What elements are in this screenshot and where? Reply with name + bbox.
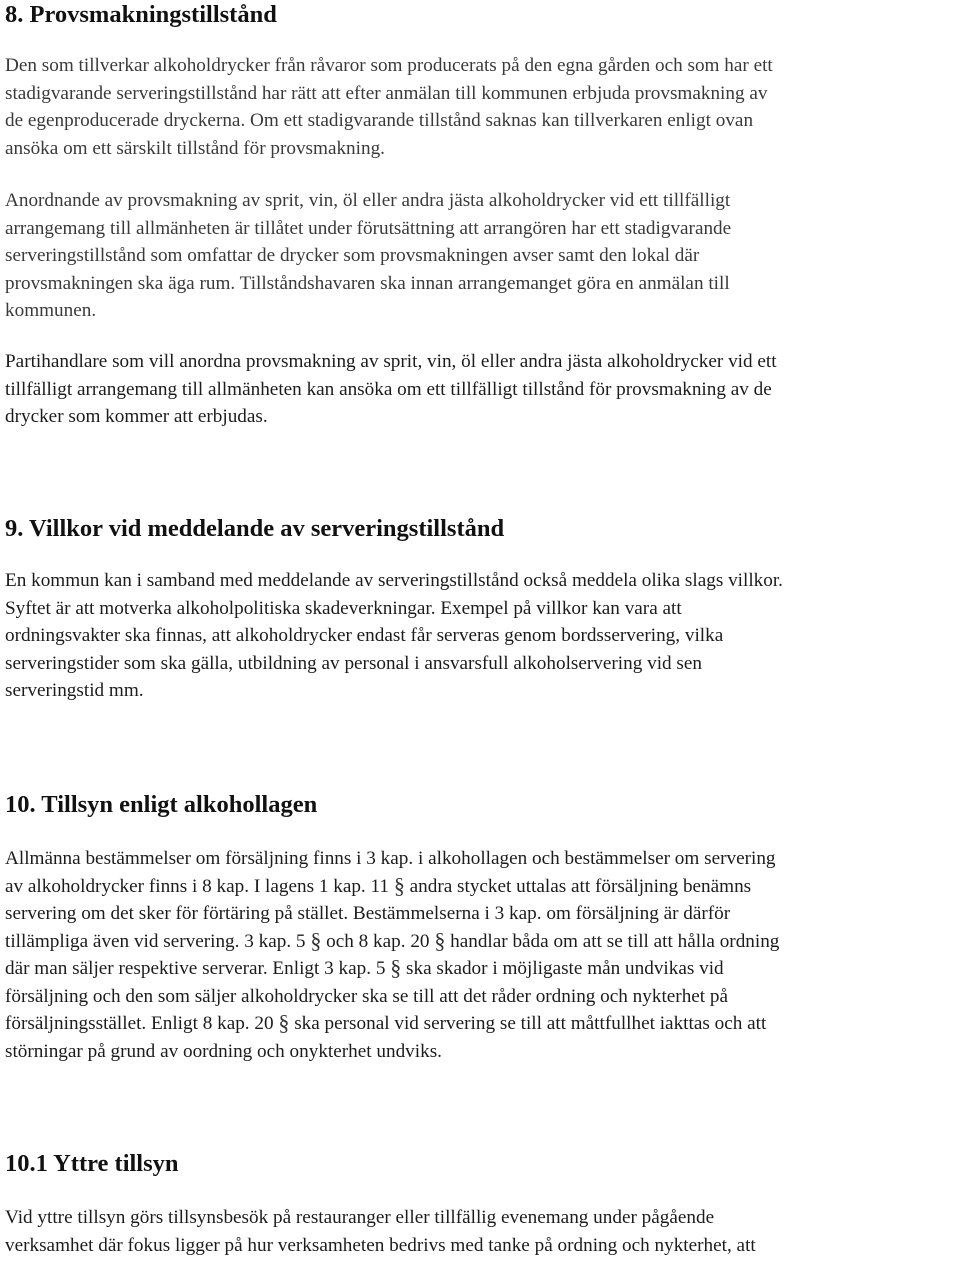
text-line: Allmänna bestämmelser om försäljning finns i 3 kap. i alkohollagen och bestämmelser om servering: [5, 848, 776, 869]
text-line: drycker som kommer att erbjudas.: [5, 406, 268, 427]
text-fragment: försäljningsstället. Enligt 8 kap. 20: [5, 1013, 274, 1034]
section-10-1: [5, 1149, 955, 1179]
section-sign: §: [390, 955, 402, 980]
text-line: serveringstillstånd som omfattar de drycker som provsmakningen avser samt den lokal där: [5, 245, 700, 266]
text-line: provsmakningen ska äga rum. Tillståndshavaren ska innan arrangemanget göra en anmälan till: [5, 272, 730, 294]
section-8: [5, 0, 955, 30]
text-line: ordningsvakter ska finnas, att alkoholdrycker endast får serveras genom bordsservering, vilka: [5, 625, 724, 646]
text-line: Syftet är att motverka alkoholpolitiska skadeverkningar. Exempel på villkor kan vara att: [5, 597, 682, 619]
section-sign: §: [278, 1010, 290, 1035]
text-line: Vid yttre tillsyn görs tillsynsbesök på restauranger eller tillfällig evenemang under pågående: [5, 1207, 715, 1228]
text-line: kommunen.: [5, 300, 97, 321]
text-line: störningar på grund av oordning och onykterhet undviks.: [5, 1040, 442, 1062]
section-10: [5, 790, 955, 820]
text-fragment: av alkoholdrycker finns i 8 kap. I lagens 1 kap. 11: [5, 875, 390, 897]
section-sign: §: [393, 872, 405, 898]
text-line: arrangemang till allmänheten är tillåtet under förutsättning att arrangören har ett stadigvarande: [5, 217, 732, 239]
text-fragment: där man säljer respektive serverar. Enligt 3 kap. 5: [5, 958, 386, 979]
text-line: [5, 1010, 955, 1038]
text-fragment: och 8 kap. 20: [326, 930, 430, 952]
text-fragment: andra stycket uttalas att försäljning benämns: [409, 875, 752, 897]
section-10-1-heading: 10.1 Yttre tillsyn: [5, 1150, 179, 1177]
text-fragment: ska personal vid servering se till att måttfullhet iakttas och att: [294, 1013, 767, 1034]
text-line: serveringstider som ska gälla, utbildning av personal i ansvarsfull alkoholservering vid sen: [5, 652, 702, 674]
text-line: stadigvarande serveringstillstånd har rätt att efter anmälan till kommunen erbjuda provsmakning av: [5, 82, 768, 104]
section-9-paragraph-1: [5, 567, 955, 705]
text-line: serveringstid mm.: [5, 680, 144, 701]
text-line: verksamhet där fokus ligger på hur verksamheten bedrivs med tanke på ordning och nykterhet, att: [5, 1234, 756, 1256]
text-fragment: tillämpliga även vid servering. 3 kap. 5: [5, 930, 306, 952]
section-sign: §: [434, 927, 446, 953]
text-line: [5, 928, 955, 956]
section-8-heading: 8. Provsmakningstillstånd: [5, 1, 277, 28]
text-line: En kommun kan i samband med meddelande av serveringstillstånd också meddela olika slags villkor.: [5, 570, 783, 591]
section-sign: §: [310, 927, 322, 953]
section-8-paragraph-2: [5, 187, 955, 325]
text-line: de egenproducerade dryckerna. Om ett stadigvarande tillstånd saknas kan tillverkaren enligt ovan: [5, 110, 754, 131]
text-line: Anordnande av provsmakning av sprit, vin, öl eller andra jästa alkoholdrycker vid ett tillfälligt: [5, 190, 731, 211]
text-line: ansöka om ett särskilt tillstånd för provsmakning.: [5, 137, 385, 159]
text-line: [5, 955, 955, 983]
text-line: Den som tillverkar alkoholdrycker från råvaror som producerats på den egna gården och som har ett: [5, 55, 773, 76]
text-fragment: handlar båda om att se till att hålla ordning: [450, 930, 780, 952]
text-line: servering om det sker för förtäring på stället. Bestämmelserna i 3 kap. om försäljning är därför: [5, 903, 731, 924]
section-10-heading: 10. Tillsyn enligt alkohollagen: [5, 791, 318, 818]
section-9: [5, 514, 955, 544]
section-8-paragraph-3: [5, 348, 955, 431]
text-line: Partihandlare som vill anordna provsmakning av sprit, vin, öl eller andra jästa alkoholdrycker vid ett: [5, 351, 777, 372]
section-10-paragraph-1: [5, 845, 955, 1065]
text-line: försäljning och den som säljer alkoholdrycker ska se till att det råder ordning och nykterhet på: [5, 985, 729, 1007]
text-fragment: ska skador i möjligaste mån undvikas vid: [406, 958, 724, 979]
text-line: tillfälligt arrangemang till allmänheten kan ansöka om ett tillfälligt tillstånd för provsmakning av de: [5, 378, 772, 400]
section-10-1-paragraph-1: [5, 1204, 955, 1259]
section-9-heading: 9. Villkor vid meddelande av serveringstillstånd: [5, 515, 505, 542]
text-line: [5, 873, 955, 901]
section-8-paragraph-1: [5, 52, 955, 162]
